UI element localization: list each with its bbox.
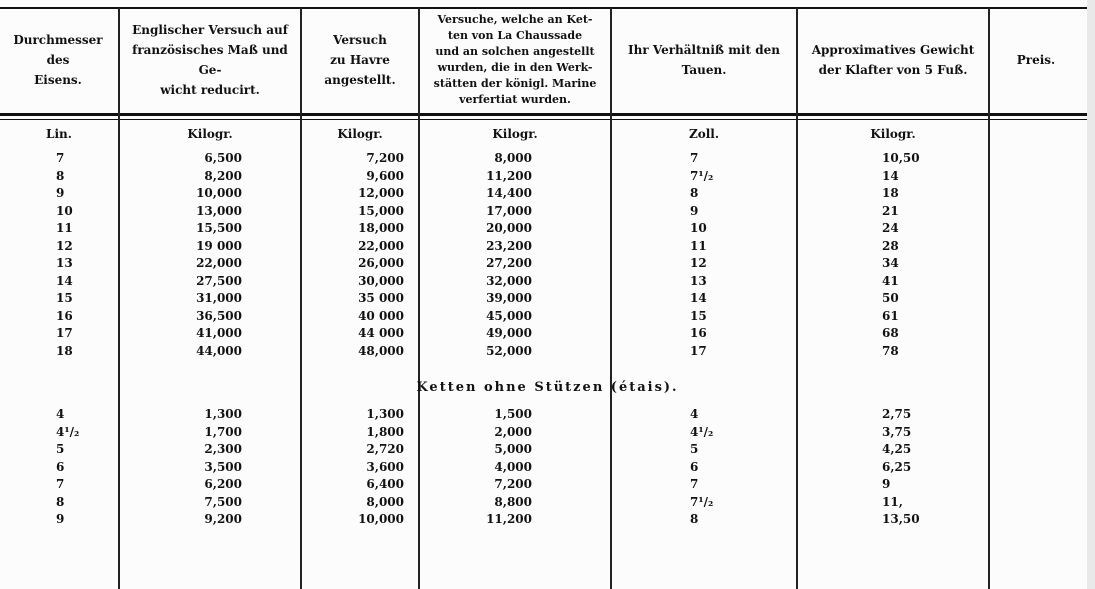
cell-weight: 78 xyxy=(882,343,899,358)
cell-havre: 30,000 xyxy=(358,273,404,288)
table-row xyxy=(0,476,1095,492)
table-row xyxy=(0,459,1095,475)
table-row xyxy=(0,238,1095,254)
cell-chaussade: 1,500 xyxy=(494,407,532,421)
cell-weight: 68 xyxy=(882,326,899,340)
cell-ratio: 17 xyxy=(690,343,707,358)
cell-havre: 1,300 xyxy=(366,407,404,421)
cell-ratio: 16 xyxy=(690,326,707,340)
cell-havre: 15,000 xyxy=(358,203,404,218)
header-weight: Approximatives Gewicht der Klafter von 5 Fuß. xyxy=(811,43,975,77)
cell-weight: 41 xyxy=(882,273,899,288)
cell-english: 10,000 xyxy=(196,186,242,200)
cell-ratio: 11 xyxy=(690,238,707,253)
cell-havre: 12,000 xyxy=(358,186,404,200)
table-row xyxy=(0,168,1095,184)
cell-havre: 2,720 xyxy=(366,442,404,456)
cell-diameter: 18 xyxy=(56,343,73,358)
cell-chaussade: 8,800 xyxy=(494,494,532,509)
cell-chaussade: 11,200 xyxy=(486,512,532,526)
table-row xyxy=(0,424,1095,440)
table-row xyxy=(0,273,1095,289)
cell-weight: 24 xyxy=(882,221,899,235)
cell-ratio: 5 xyxy=(690,442,699,456)
cell-chaussade: 20,000 xyxy=(486,221,532,235)
cell-ratio: 9 xyxy=(690,203,699,218)
cell-weight: 4,25 xyxy=(882,442,912,456)
table-row xyxy=(0,441,1095,457)
cell-diameter: 4 xyxy=(56,407,65,421)
table-row xyxy=(0,220,1095,236)
cell-weight: 13,50 xyxy=(882,512,920,526)
cell-weight: 11, xyxy=(882,494,903,509)
cell-english: 1,700 xyxy=(204,424,242,439)
unit-english: Kilogr. xyxy=(187,127,233,141)
header-rule-thin xyxy=(0,119,1095,120)
cell-weight: 14 xyxy=(882,168,899,183)
cell-ratio: 8 xyxy=(690,512,699,526)
cell-weight: 3,75 xyxy=(882,424,912,439)
cell-havre: 3,600 xyxy=(366,459,404,474)
header-havre: Versuch zu Havre angestellt. xyxy=(324,33,396,87)
cell-diameter: 4¹/₂ xyxy=(56,424,80,439)
cell-havre: 7,200 xyxy=(366,151,404,165)
cell-english: 6,200 xyxy=(204,477,242,491)
unit-diameter: Lin. xyxy=(46,127,72,141)
section-title: Ketten ohne Stützen (étais). xyxy=(416,380,679,395)
cell-havre: 26,000 xyxy=(358,256,404,270)
cell-havre: 22,000 xyxy=(358,238,404,253)
unit-havre: Kilogr. xyxy=(337,127,383,141)
cell-chaussade: 45,000 xyxy=(486,308,532,323)
cell-ratio: 15 xyxy=(690,308,707,323)
header-diameter: Durchmesser des Eisens. xyxy=(13,33,103,87)
cell-chaussade: 17,000 xyxy=(486,203,532,218)
cell-english: 36,500 xyxy=(196,308,242,323)
cell-ratio: 8 xyxy=(690,186,699,200)
cell-english: 31,000 xyxy=(196,291,242,305)
cell-ratio: 7¹/₂ xyxy=(690,494,714,509)
header-rule-thick xyxy=(0,113,1095,116)
cell-ratio: 4¹/₂ xyxy=(690,424,714,439)
cell-ratio: 7 xyxy=(690,151,699,165)
cell-weight: 6,25 xyxy=(882,459,912,474)
cell-ratio: 10 xyxy=(690,221,707,235)
cell-ratio: 7 xyxy=(690,477,699,491)
cell-weight: 61 xyxy=(882,308,899,323)
cell-chaussade: 7,200 xyxy=(494,477,532,491)
cell-diameter: 17 xyxy=(56,326,73,340)
cell-diameter: 8 xyxy=(56,494,65,509)
cell-chaussade: 32,000 xyxy=(486,273,532,288)
cell-english: 44,000 xyxy=(196,343,242,358)
cell-english: 15,500 xyxy=(196,221,242,235)
cell-diameter: 11 xyxy=(56,221,73,235)
table-row xyxy=(0,494,1095,510)
cell-diameter: 6 xyxy=(56,459,65,474)
cell-diameter: 13 xyxy=(56,256,73,270)
unit-weight: Kilogr. xyxy=(870,127,916,141)
cell-diameter: 8 xyxy=(56,168,65,183)
top-rule xyxy=(0,7,1095,9)
cell-english: 2,300 xyxy=(204,442,242,456)
cell-english: 7,500 xyxy=(204,494,242,509)
cell-ratio: 4 xyxy=(690,407,699,421)
cell-diameter: 5 xyxy=(56,442,65,456)
cell-diameter: 14 xyxy=(56,273,73,288)
cell-diameter: 10 xyxy=(56,203,73,218)
cell-weight: 10,50 xyxy=(882,151,920,165)
cell-diameter: 16 xyxy=(56,308,73,323)
table-row xyxy=(0,150,1095,166)
cell-chaussade: 23,200 xyxy=(486,238,532,253)
cell-chaussade: 8,000 xyxy=(494,151,532,165)
cell-english: 27,500 xyxy=(196,273,242,288)
cell-english: 8,200 xyxy=(204,168,242,183)
cell-english: 3,500 xyxy=(204,459,242,474)
cell-weight: 21 xyxy=(882,203,899,218)
table-row xyxy=(0,203,1095,219)
cell-weight: 9 xyxy=(882,477,891,491)
cell-havre: 8,000 xyxy=(366,494,404,509)
cell-english: 1,300 xyxy=(204,407,242,421)
table-row xyxy=(0,343,1095,359)
header-ratio: Ihr Verhältniß mit den Tauen. xyxy=(628,43,780,77)
cell-english: 41,000 xyxy=(196,326,242,340)
cell-havre: 35 000 xyxy=(358,291,404,305)
cell-ratio: 13 xyxy=(690,273,707,288)
cell-diameter: 12 xyxy=(56,238,73,253)
table-row xyxy=(0,290,1095,306)
cell-weight: 50 xyxy=(882,291,899,305)
cell-english: 19 000 xyxy=(196,238,242,253)
cell-english: 9,200 xyxy=(204,512,242,526)
cell-diameter: 7 xyxy=(56,151,65,165)
cell-chaussade: 52,000 xyxy=(486,343,532,358)
cell-weight: 2,75 xyxy=(882,407,912,421)
table-row xyxy=(0,185,1095,201)
cell-ratio: 6 xyxy=(690,459,699,474)
cell-havre: 9,600 xyxy=(366,168,404,183)
cell-chaussade: 39,000 xyxy=(486,291,532,305)
cell-diameter: 15 xyxy=(56,291,73,305)
table-row xyxy=(0,325,1095,341)
cell-chaussade: 5,000 xyxy=(494,442,532,456)
cell-chaussade: 4,000 xyxy=(494,459,532,474)
cell-chaussade: 27,200 xyxy=(486,256,532,270)
cell-chaussade: 49,000 xyxy=(486,326,532,340)
header-chaussade: Versuche, welche an Ket- ten von La Chaussade und an solchen angestellt wurden, die in den Werk- stätten der königl. Marine verfertiat wurden. xyxy=(433,13,597,106)
cell-havre: 48,000 xyxy=(358,343,404,358)
cell-english: 13,000 xyxy=(196,203,242,218)
cell-weight: 28 xyxy=(882,238,899,253)
cell-chaussade: 2,000 xyxy=(494,424,532,439)
cell-chaussade: 11,200 xyxy=(486,168,532,183)
unit-chaussade: Kilogr. xyxy=(492,127,538,141)
cell-havre: 40 000 xyxy=(358,308,404,323)
header-english: Englischer Versuch auf französisches Maß und Ge- wicht reducirt. xyxy=(132,23,288,97)
cell-chaussade: 14,400 xyxy=(486,186,532,200)
cell-english: 6,500 xyxy=(204,151,242,165)
cell-havre: 18,000 xyxy=(358,221,404,235)
table-row xyxy=(0,255,1095,271)
cell-english: 22,000 xyxy=(196,256,242,270)
cell-ratio: 14 xyxy=(690,291,707,305)
page-edge xyxy=(1087,0,1095,589)
cell-diameter: 7 xyxy=(56,477,65,491)
unit-ratio: Zoll. xyxy=(688,127,720,141)
cell-diameter: 9 xyxy=(56,512,65,526)
cell-havre: 10,000 xyxy=(358,512,404,526)
cell-ratio: 7¹/₂ xyxy=(690,168,714,183)
cell-havre: 44 000 xyxy=(358,326,404,340)
cell-havre: 1,800 xyxy=(366,424,404,439)
cell-diameter: 9 xyxy=(56,186,65,200)
table-row xyxy=(0,511,1095,527)
cell-ratio: 12 xyxy=(690,256,707,270)
header-price: Preis. xyxy=(1016,53,1056,67)
cell-weight: 34 xyxy=(882,256,899,270)
cell-weight: 18 xyxy=(882,186,899,200)
cell-havre: 6,400 xyxy=(366,477,404,491)
table-row xyxy=(0,308,1095,324)
table-row xyxy=(0,406,1095,422)
